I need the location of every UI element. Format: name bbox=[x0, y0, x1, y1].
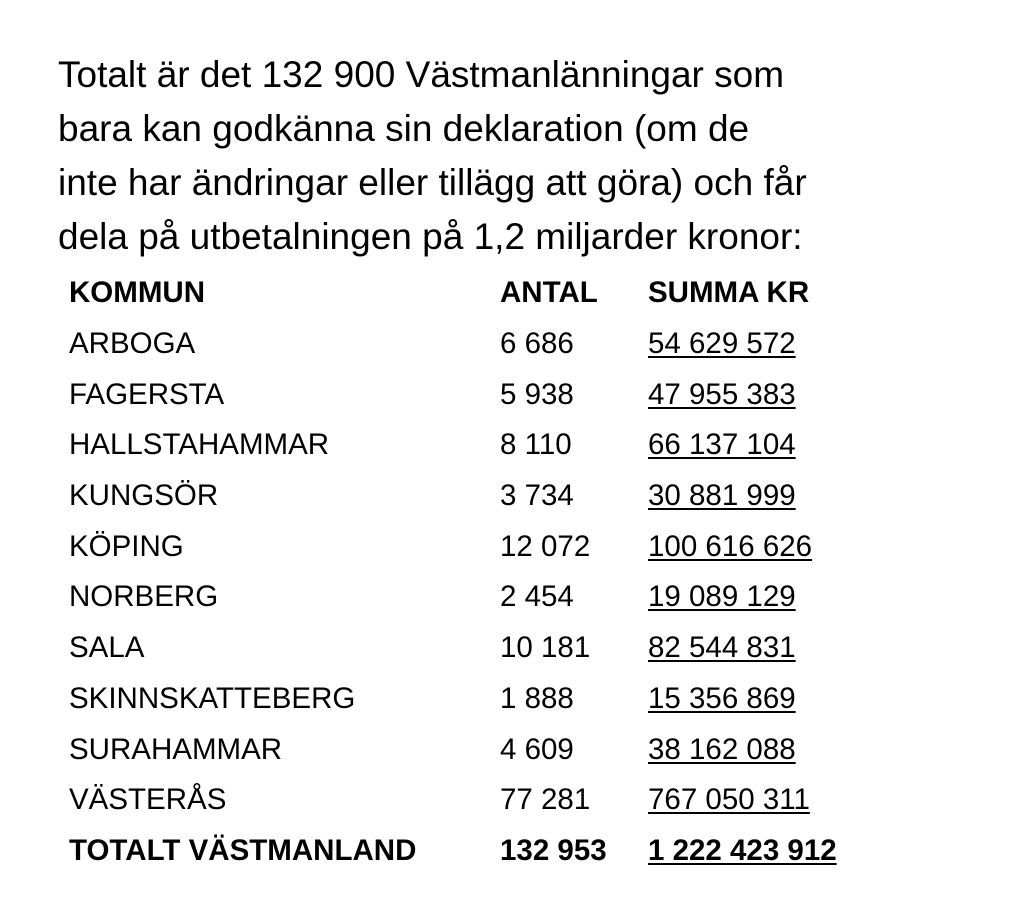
table-row bbox=[69, 775, 878, 826]
antal-cell: 5 938 bbox=[500, 377, 574, 411]
total-row bbox=[69, 826, 878, 877]
kommun-cell: SURAHAMMAR bbox=[69, 732, 283, 766]
intro-line: inte har ändringar eller tillägg att göra) och får bbox=[58, 162, 807, 203]
antal-cell: 8 110 bbox=[500, 428, 572, 462]
kommun-cell: VÄSTERÅS bbox=[69, 783, 227, 817]
kommun-cell: KÖPING bbox=[69, 529, 184, 563]
summa-link[interactable]: 66 137 104 bbox=[648, 428, 796, 462]
antal-cell: 77 281 bbox=[500, 783, 591, 817]
summa-link[interactable]: 767 050 311 bbox=[648, 783, 810, 817]
table-row bbox=[69, 319, 878, 370]
table-row bbox=[69, 572, 878, 623]
summa-link[interactable]: 38 162 088 bbox=[648, 732, 796, 766]
intro-line: Totalt är det 132 900 Västmanlänningar som bbox=[58, 54, 785, 95]
kommun-cell: HALLSTAHAMMAR bbox=[69, 428, 330, 462]
antal-cell: 10 181 bbox=[500, 631, 591, 665]
total-summa-cell[interactable] bbox=[648, 826, 878, 877]
table-row bbox=[69, 471, 878, 522]
summa-cell[interactable] bbox=[648, 724, 878, 775]
summa-cell[interactable] bbox=[648, 623, 878, 674]
summa-link[interactable]: 15 356 869 bbox=[648, 681, 796, 715]
kommun-cell: KUNGSÖR bbox=[69, 479, 219, 513]
antal-cell: 3 734 bbox=[500, 479, 574, 513]
summa-cell[interactable] bbox=[648, 471, 878, 522]
table-row bbox=[69, 623, 878, 674]
table-row bbox=[69, 521, 878, 572]
antal-cell: 12 072 bbox=[500, 529, 591, 563]
summa-link[interactable]: 54 629 572 bbox=[648, 327, 796, 361]
table-row bbox=[69, 369, 878, 420]
summa-cell[interactable] bbox=[648, 775, 878, 826]
summa-cell[interactable] bbox=[648, 521, 878, 572]
total-summa-link[interactable]: 1 222 423 912 bbox=[648, 833, 837, 867]
antal-cell: 2 454 bbox=[500, 580, 574, 614]
table-header-row bbox=[69, 268, 878, 319]
summa-link[interactable]: 30 881 999 bbox=[648, 479, 796, 513]
intro-paragraph bbox=[58, 48, 1008, 264]
summa-cell[interactable] bbox=[648, 572, 878, 623]
summa-link[interactable]: 82 544 831 bbox=[648, 631, 796, 665]
summa-link[interactable]: 47 955 383 bbox=[648, 377, 796, 411]
table-row bbox=[69, 674, 878, 725]
kommun-cell: ARBOGA bbox=[69, 327, 196, 361]
intro-line: dela på utbetalningen på 1,2 miljarder kronor: bbox=[58, 216, 803, 257]
antal-cell: 6 686 bbox=[500, 327, 574, 361]
kommun-cell: SALA bbox=[69, 631, 145, 665]
antal-cell: 1 888 bbox=[500, 681, 574, 715]
header-antal: ANTAL bbox=[500, 276, 598, 310]
kommun-cell: SKINNSKATTEBERG bbox=[69, 681, 356, 715]
table-row bbox=[69, 420, 878, 471]
summa-cell[interactable] bbox=[648, 674, 878, 725]
kommun-table bbox=[69, 268, 878, 876]
summa-link[interactable]: 19 089 129 bbox=[648, 580, 796, 614]
header-kommun: KOMMUN bbox=[69, 276, 206, 310]
summa-cell[interactable] bbox=[648, 420, 878, 471]
summa-cell[interactable] bbox=[648, 369, 878, 420]
table-row bbox=[69, 724, 878, 775]
kommun-cell: FAGERSTA bbox=[69, 377, 225, 411]
total-kommun-cell: TOTALT VÄSTMANLAND bbox=[69, 833, 417, 867]
summa-link[interactable]: 100 616 626 bbox=[648, 529, 813, 563]
header-summa: SUMMA KR bbox=[648, 276, 810, 310]
summa-cell[interactable] bbox=[648, 319, 878, 370]
antal-cell: 4 609 bbox=[500, 732, 574, 766]
kommun-cell: NORBERG bbox=[69, 580, 219, 614]
total-antal-cell: 132 953 bbox=[500, 833, 607, 867]
intro-line: bara kan godkänna sin deklaration (om de bbox=[58, 108, 750, 149]
